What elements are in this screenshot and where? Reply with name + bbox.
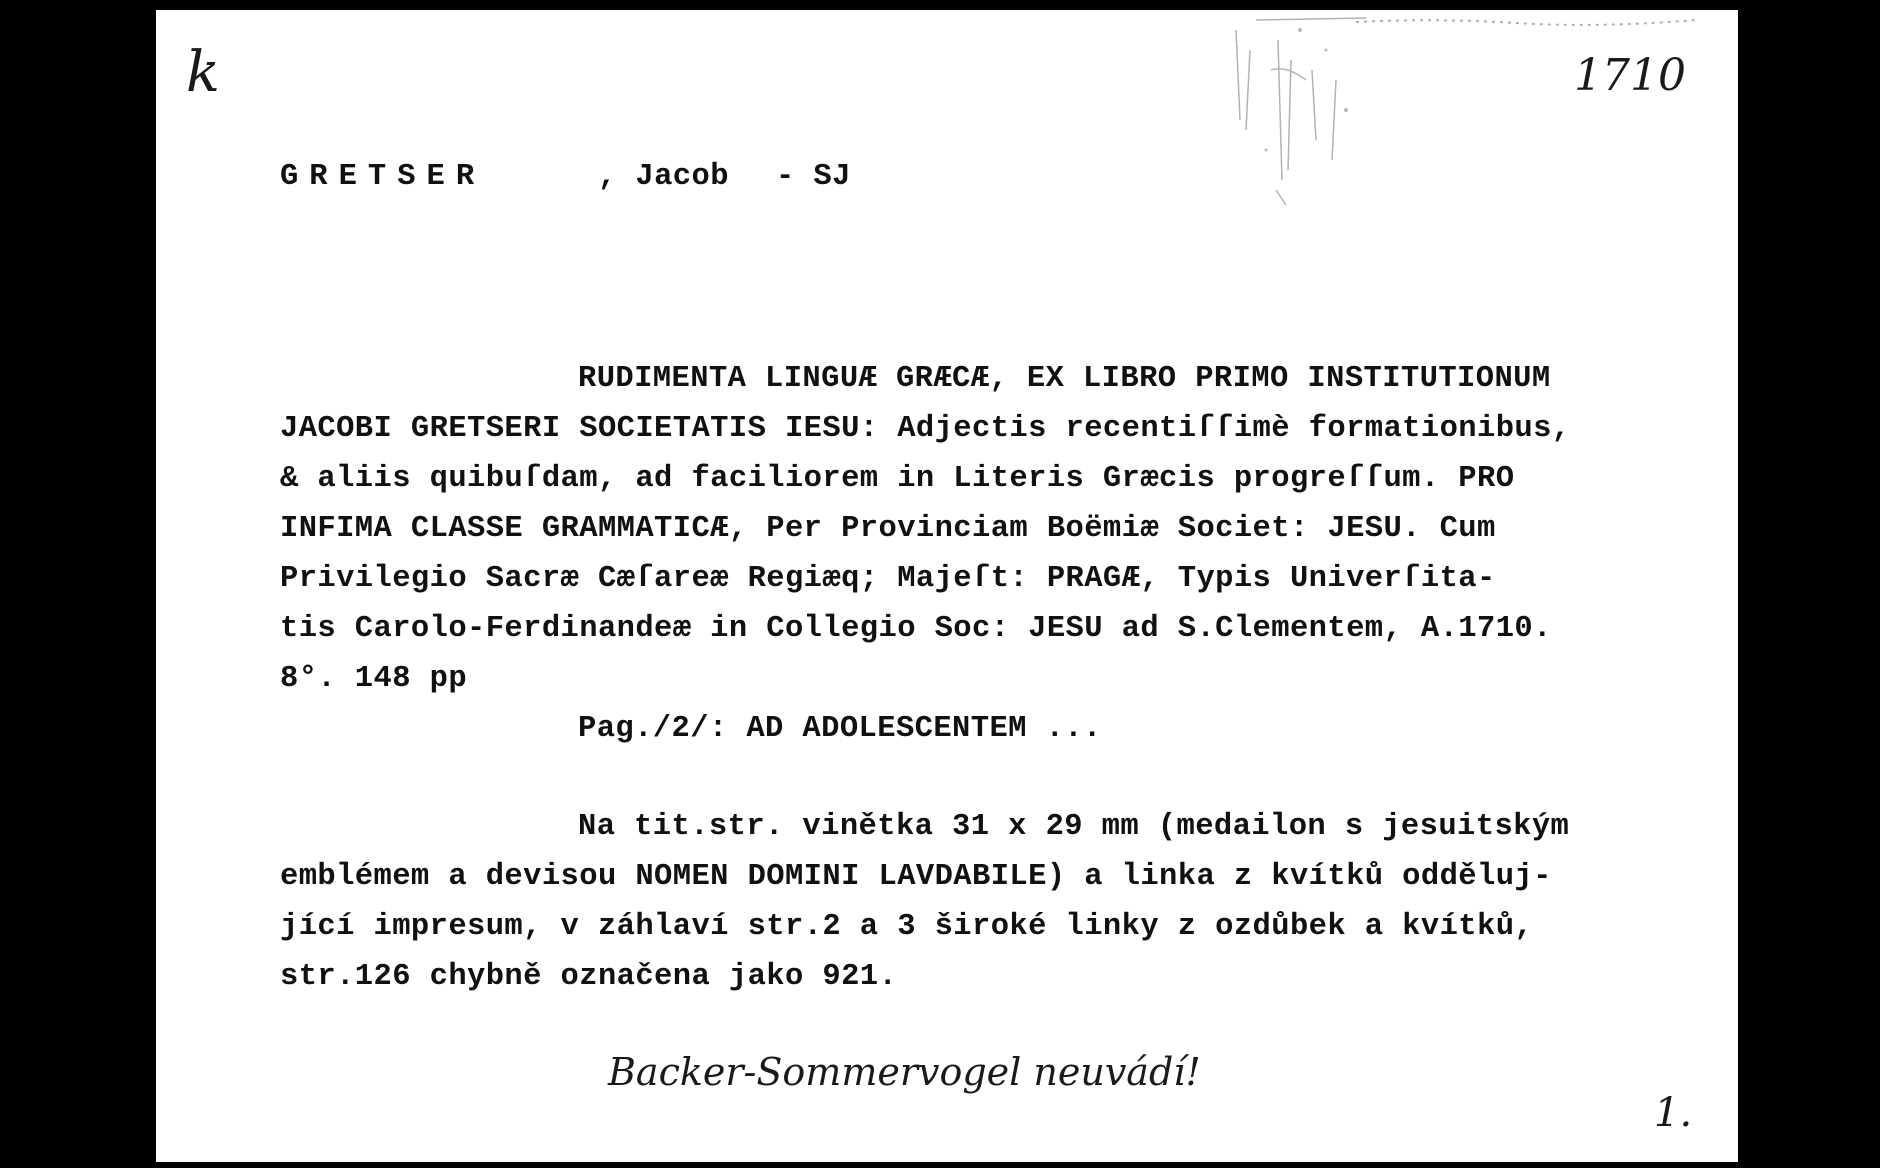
description-line: emblémem a devisou NOMEN DOMINI LAVDABILE) a linka z kvítků odděluj-: [280, 860, 1552, 894]
handwritten-note: Backer-Sommervogel neuvádí!: [608, 1050, 1201, 1094]
title-line: & aliis quibuſdam, ad faciliorem in Literis Græcis progreſſum. PRO: [280, 462, 1515, 496]
heading-order: - SJ: [776, 160, 851, 194]
page-note: Pag./2/: AD ADOLESCENTEM ...: [578, 712, 1102, 746]
title-line: tis Carolo-Ferdinandeæ in Collegio Soc: JESU ad S.Clementem, A.1710.: [280, 612, 1552, 646]
description-line: str.126 chybně označena jako 921.: [280, 960, 898, 994]
catalog-number: 1710: [1574, 50, 1686, 101]
title-line: RUDIMENTA LINGUÆ GRÆCÆ, EX LIBRO PRIMO INSTITUTIONUM: [578, 362, 1551, 396]
catalog-card: [156, 10, 1738, 1162]
heading-name: , Jacob: [598, 160, 729, 194]
description-line: Na tit.str. vinětka 31 x 29 mm (medailon s jesuitským: [578, 810, 1570, 844]
title-line: JACOBI GRETSERI SOCIETATIS IESU: Adjectis recentiſſimè formationibus,: [280, 412, 1571, 446]
title-line: 8°. 148 pp: [280, 662, 468, 696]
corner-mark: k: [186, 40, 220, 105]
title-line: Privilegio Sacræ Cæſareæ Regiæq; Majeſt: PRAGÆ, Typis Univerſita-: [280, 562, 1496, 596]
title-line: INFIMA CLASSE GRAMMATICÆ, Per Provinciam Boëmiæ Societ: JESU. Cum: [280, 512, 1496, 546]
scan-noise-marks: [1216, 10, 1376, 210]
heading-author: GRETSER: [280, 160, 486, 194]
scan-noise-strip: [1356, 14, 1696, 34]
card-sequence: 1.: [1654, 1090, 1693, 1136]
description-line: jící impresum, v záhlaví str.2 a 3 široké linky z ozdůbek a kvítků,: [280, 910, 1534, 944]
